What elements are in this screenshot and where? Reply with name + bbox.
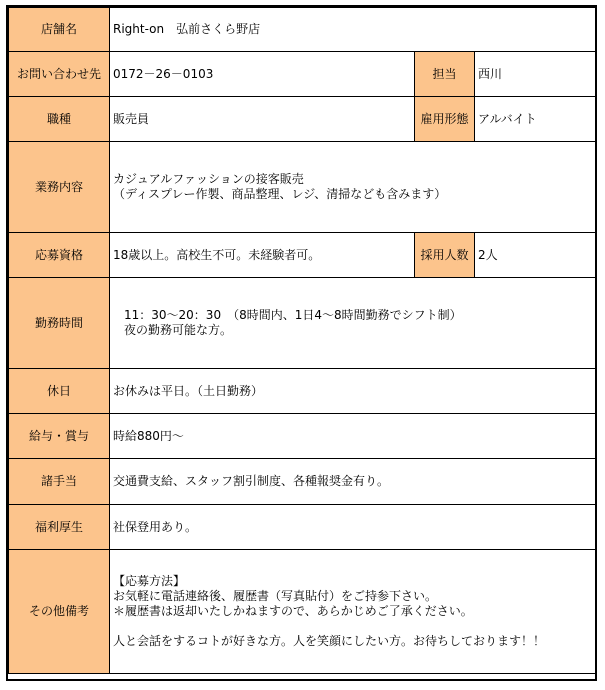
welfare-value: 社保登用あり。 [110,505,596,550]
row-welfare [9,505,596,550]
holiday-label: 休日 [9,369,110,414]
salary-label: 給与・賞与 [9,414,110,459]
hours-line: 11：30～20：30 （8時間内、1日4～8時間勤務でシフト制） [124,308,462,322]
notes-line: お気軽に電話連絡後、履歴書（写真貼付）をご持参下さい。 [113,589,438,603]
row-holiday [9,369,596,414]
duties-label: 業務内容 [9,142,110,233]
row-qualification [9,233,596,278]
row-salary [9,414,596,459]
row-job [9,97,596,142]
row-allowance [9,459,596,505]
notes-value [110,550,596,674]
store-label: 店舗名 [9,8,110,52]
qualification-value: 18歳以上。高校生不可。未経験者可。 [110,233,415,278]
duties-value [110,142,596,233]
row-notes [9,550,596,674]
row-hours [9,278,596,369]
row-contact [9,52,596,97]
duties-line: カジュアルファッションの接客販売 [113,172,304,186]
allowance-value: 交通費支給、スタッフ割引制度、各種報奨金有り。 [110,459,596,505]
person-label: 担当 [415,52,475,97]
hours-value [110,278,596,369]
hours-label: 勤務時間 [9,278,110,369]
hiring-count-value: 2人 [475,233,596,278]
allowance-label: 諸手当 [9,459,110,505]
hiring-count-label: 採用人数 [415,233,475,278]
row-duties [9,142,596,233]
duties-line: （ディスプレー作製、商品整理、レジ、清掃なども含みます） [113,187,447,201]
welfare-label: 福利厚生 [9,505,110,550]
notes-line [113,619,592,634]
contact-value: 0172－26－0103 [110,52,415,97]
store-value: Right-on 弘前さくら野店 [110,8,596,52]
notes-line: 人と会話をするコトが好きな方。人を笑顔にしたい方。お待ちしております！！ [113,634,546,648]
hours-line: 夜の勤務可能な方。 [124,323,233,337]
job-value: 販売員 [110,97,415,142]
employment-value: アルバイト [475,97,596,142]
notes-label: その他備考 [9,550,110,674]
notes-line: ＊履歴書は返却いたしかねますので、あらかじめご了承ください。 [113,604,473,618]
notes-line: 【応募方法】 [113,574,186,588]
job-posting-table [8,7,596,674]
job-label: 職種 [9,97,110,142]
holiday-value: お休みは平日。（土日勤務） [110,369,596,414]
qualification-label: 応募資格 [9,233,110,278]
employment-label: 雇用形態 [415,97,475,142]
contact-label: お問い合わせ先 [9,52,110,97]
row-store [9,8,596,52]
person-value: 西川 [475,52,596,97]
salary-value: 時給880円～ [110,414,596,459]
